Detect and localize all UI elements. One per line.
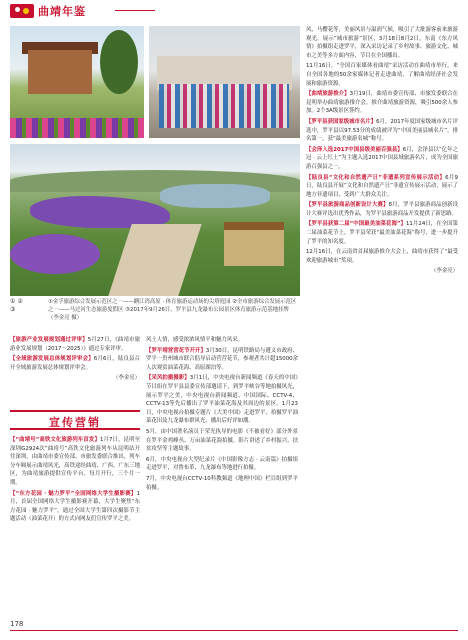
section-heading: 【“曲靖号”高铁文化旅游列车首发】 — [10, 437, 100, 443]
paragraph — [306, 146, 458, 172]
paragraph: 12月16日，在云南省首届旅游推介大会上，曲靖市获得了“最受欢迎旅游城市”奖项。 — [306, 249, 458, 264]
paragraph-text: 3月19日，曲靖市委宣传部、市旅发委联合在昆明举办曲靖旅游推介会，推介曲靖旅游资源，吸引500余人参加。2个3A级景区签约。 — [306, 91, 458, 115]
paragraph — [306, 201, 458, 218]
section-heading: 【全域旅游发展总体规划评审会】 — [10, 356, 94, 363]
paragraph-text: 3月1日，中央电视台新闻频道《春天的中国》节目组在罗平县县委宣传部邀请下，到罗平峡谷等地拍摄风光，展示罗平之美，中央电视台新闻频道、中国国际、CCTV-4、CCTV-13等先后播出了罗平油菜花海及其周边的景区。1月23日，中央电视台拍摄专题片《大美中国》走进罗平，拍摄罗平油菜花田及九龙瀑布群风光，播出后好评如潮。 — [146, 375, 298, 425]
photo-mark-2: ② — [17, 298, 23, 305]
photo-mark-3: ③ — [10, 306, 16, 314]
paragraph: 风、马樱花等，美丽风景与温润气候，吸引了大批游客前来旅游观光。展示“城市旅游”景区，3月18日8月2日，东南《东方风情》拍摄组走进罗平，深入采访记录了乡村故事、旅游文化、城市之美等多方面内容，节目在全国播出。 — [306, 27, 458, 59]
photo-mark-1: ① — [10, 298, 16, 305]
paragraph — [10, 436, 140, 488]
paragraph — [146, 347, 298, 373]
paragraph — [10, 336, 140, 353]
author-sign: （李金亮） — [113, 375, 140, 382]
column-1-bottom — [10, 436, 140, 526]
paragraph: 5月，由中国著名演员于荣光执导的电影《不被看好》部分外景在罗平金鸡峰丛、万亩油菜花海拍摄。影片讲述了乡村振兴、扶贫攻坚等主题故事。 — [146, 428, 298, 453]
photo-caption-marks — [10, 298, 44, 314]
column-1-top — [10, 336, 140, 383]
paragraph — [146, 374, 298, 426]
paragraph-text: 6月6日，陆良县召开全域旅游发展总体规划评审会。 — [10, 356, 140, 371]
paragraph-text: 1月7日，昆明至深圳G2924次“曲靖号”高铁文化旅游列车从昆明站开往深圳，由曲靖市委宣传部、市旅发委联合推出。列车分车厢展示曲靖风光，高铁途经曲靖、广西、广东三地区，为曲靖旅游提供宣传平台，每月开行，三个月一期。 — [10, 437, 140, 486]
paragraph: 风土人情，感受浓浓风情平和魅力风采。 — [146, 337, 244, 343]
photo-caption: ①金孚旅游综合发展示范区之一——麒江湾高原 · 体育旅游运动场的尖塔庭园 ②全市旅游综合发展示范区之一——马过河生态旅游度假区 ③2017年9月26日，罗平县九龙瀑布公园景区体育旅游示范基地挂牌（李金亮 摄） — [48, 299, 297, 322]
section-heading: 【罗平县获第二届“中国最美油菜花海”】 — [306, 221, 406, 228]
paragraph-text: 6月，2017年度国家级城市名片评选中，罗平县以97.53分的成绩被评为“中国美丽县城名片”，排名第一，获“最美旅游名城”称号。 — [306, 118, 458, 143]
column-2 — [146, 336, 298, 494]
author-sign: （李金亮） — [431, 268, 458, 275]
section-heading: 【罗平靖营营花节开开】 — [146, 347, 206, 354]
paragraph-text: 11月24日，在全国第二届油菜花节上，罗平县荣获“最美油菜花海”称号，进一步提升了罗平的知名度。 — [306, 221, 458, 245]
section-heading: 【“东方花园 · 魅力罗平”全国网络大学生摄影赛】 — [10, 490, 137, 497]
photo-collage — [10, 26, 300, 296]
section-heading: 【曲靖旅游推介】 — [306, 91, 350, 98]
photo-garden-villa — [10, 26, 144, 138]
footer-divider — [10, 630, 458, 631]
paragraph-text: 8月，罗平县旅游商品创新设计大赛评选出优秀作品，为罗平县旅游商品开发提供了新思路。 — [306, 202, 458, 217]
column-3 — [306, 26, 458, 276]
paragraph-text: 3月30日，昆明铁路局与遵义市政府、罗平一贵州城市联合倡导启动营营花节，参观者共计超15000余人次观赏油菜花海、高原湖泊等。 — [146, 347, 298, 371]
header-divider — [115, 10, 155, 11]
paragraph — [306, 118, 458, 144]
section-title: 宣传营销 — [49, 416, 101, 429]
section-heading: 【采风拍摄摄影】 — [146, 375, 190, 382]
paragraph — [306, 174, 458, 200]
paragraph — [10, 355, 140, 372]
section-heading: 【会泽入选2017中国县级美丽百强县】 — [306, 146, 403, 153]
yearbook-logo-icon — [10, 4, 34, 18]
paragraph — [306, 90, 458, 116]
section-banner — [10, 410, 140, 430]
paragraph-text: 6月，会泽县以“亿年之冠 · 云上红土”为主题入选2017中国县域旅游名片，成为全国旅游百强县之一。 — [306, 146, 458, 170]
photo-lavender-park — [10, 144, 300, 296]
paragraph: 11月16日，“全国百家媒体看曲靖”采访活动在曲靖市举行，来自全国各地的50余家媒体记者走进曲靖，了解曲靖经济社会发展和旅游资源。 — [306, 63, 458, 87]
page-header — [0, 0, 468, 20]
section-heading: 【旅游产业发展规划通过评审】 — [10, 337, 88, 343]
paragraph-text: 6月9日，陆良县开展“文化和自然遗产日”非遗宣传展示活动，展示了地方非遗项目，受到广大群众关注。 — [306, 174, 458, 198]
paragraph-text: 5月27日，《曲靖市旅游业发展规划（2017～2025）》通过专家评审。 — [10, 337, 140, 352]
paragraph — [306, 220, 458, 246]
paragraph — [10, 490, 140, 524]
photo-folk-dance — [149, 26, 300, 138]
paragraph: 6月，中央电视台大型纪录片《中国影像方志 · 云南篇》拍摄组走进罗平，对鲁布革、九龙瀑布等地进行拍摄。 — [146, 456, 298, 472]
running-title: 曲靖年鉴 — [38, 5, 86, 18]
paragraph: 7月，中央电视台CCTV-10科教频道《地理中国》栏目组到罗平拍摄。 — [146, 475, 298, 491]
section-heading: 【罗平县获国家级城市名片】 — [306, 118, 377, 125]
section-heading: 【罗平县旅游商品创新设计大赛】 — [306, 202, 389, 209]
section-heading: 【陆良县“文化和自然遗产日”非遗系列宣传展示活动】 — [306, 174, 446, 181]
page-number: 178 — [10, 620, 24, 628]
paragraph-text: 1月，首届全国网络大学生摄影赛开幕，大学生聚焦“东方花园 · 魅力罗平”，通过全国大学生第四次摄影节主题活动（油菜花开）的方式向网友们宣传罗平之美。 — [10, 490, 140, 523]
